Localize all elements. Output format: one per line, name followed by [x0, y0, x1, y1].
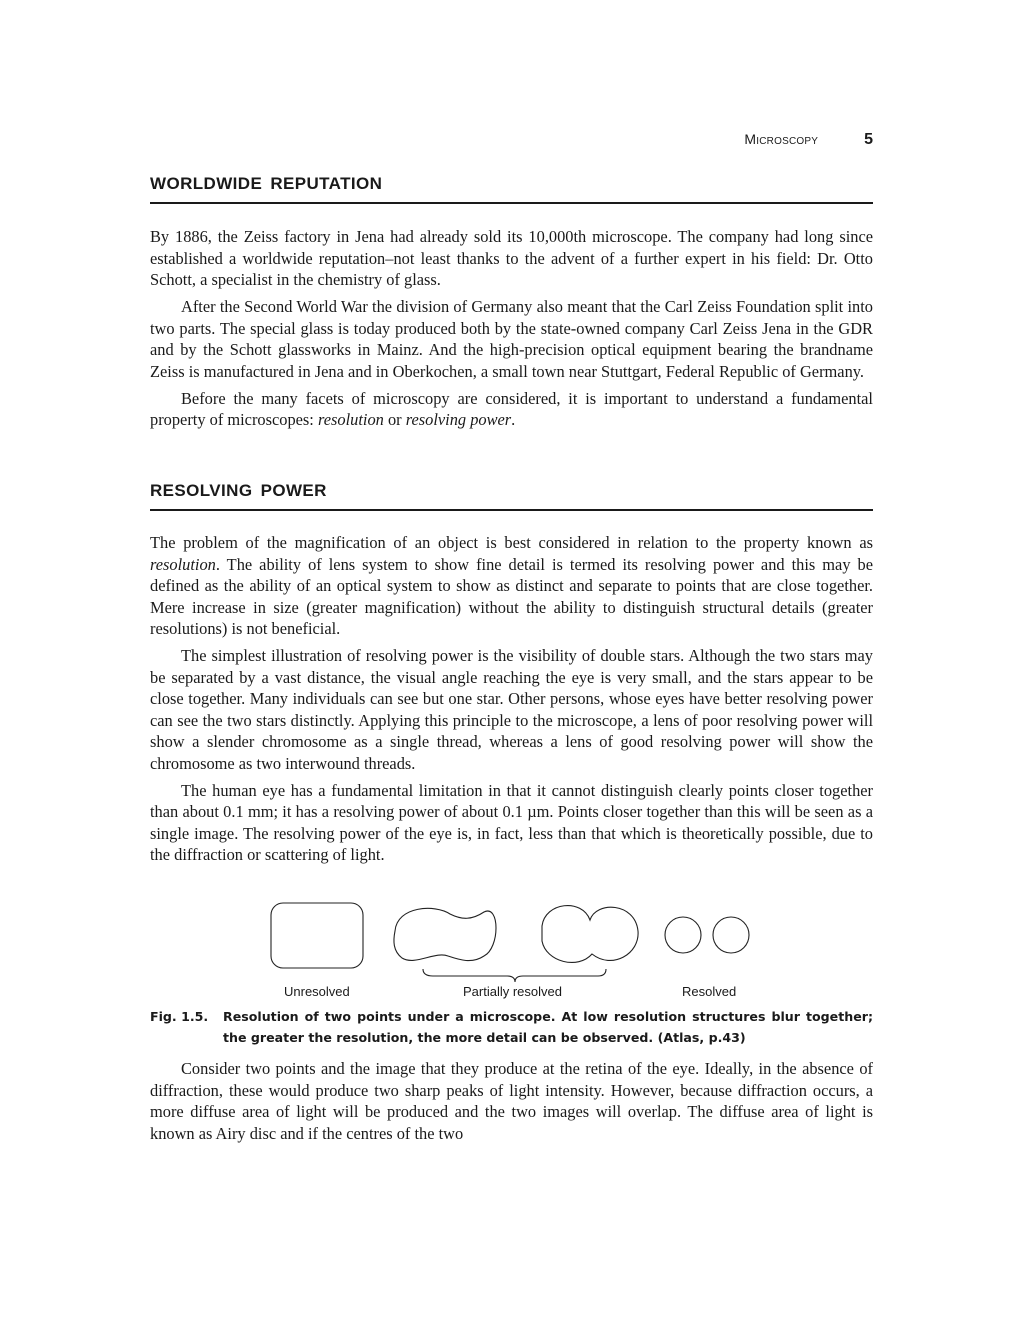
partially-resolved-brace	[423, 969, 606, 982]
figure-caption-number: Fig. 1.5.	[150, 1009, 209, 1024]
partially-resolved-double	[542, 906, 638, 963]
paragraph: Consider two points and the image that they produce at the retina of the eye. Ideally, in the absence of diffraction, these would produce two sharp peaks of light intensity. However, because diffraction occurs, a more diffuse area of light will be produced and the two images will overlap. The diffuse area of light is known as Airy disc and if the centres of the two	[150, 1059, 873, 1143]
paragraph: The human eye has a fundamental limitation in that it cannot distinguish clearly points closer together than about 0.1 mm; it has a resolving power of about 0.1 µm. Points closer together than this will be seen as a single image. The resolving power of the eye is, in fact, less than that which is theoretically possible, due to the diffraction or scattering of light.	[150, 780, 873, 864]
paragraph: The problem of the magnification of an object is best considered in relation to the property known as resolution. The ability of lens system to show fine detail is termed its resolving power and this may be defined as the ability of an optical system to show as distinct and separate to points that are close together. Mere increase in size (greater magnification) without the ability to distinguish structural details (greater resolutions) is not beneficial.	[150, 533, 873, 638]
paragraph: By 1886, the Zeiss factory in Jena had already sold its 10,000th microscope. The company had long since established a worldwide reputation–not least thanks to the advent of a further expert in his field: Dr. Otto Schott, a specialist in the chemistry of glass.	[150, 227, 873, 289]
figure-caption	[150, 1006, 873, 1048]
partially-resolved-peanut	[394, 908, 496, 960]
figure-caption-text: Resolution of two points under a microscope. At low resolution structures blur together; the greater the resolution, the more detail can be observed. (Atlas, p.43)	[223, 1009, 873, 1045]
section-heading-worldwide-reputation: WORLDWIDE REPUTATION	[150, 174, 873, 204]
page-number: 5	[864, 131, 873, 148]
paragraph: After the Second World War the division of Germany also meant that the Carl Zeiss Foundation split into two parts. The special glass is today produced both by the state-owned company Carl Zeiss Jena in the GDR and by the Schott glassworks in Mainz. And the high-precision optical equipment bearing the brandname Zeiss is manufactured in Jena and in Oberkochen, a small town near Stuttgart, Federal Republic of Germany.	[150, 297, 873, 381]
figure-label-unresolved: Unresolved	[284, 984, 350, 999]
section-body-continued	[150, 1058, 873, 1150]
resolved-point-right	[713, 917, 749, 953]
running-head	[744, 131, 873, 149]
section-body-resolving-power	[150, 532, 873, 871]
unresolved-blob	[271, 903, 363, 968]
paragraph: The simplest illustration of resolving power is the visibility of double stars. Although the two stars may be separated by a vast distance, the visual angle reaching the eye is very small, and the stars appear to be close together. Many individuals can see but one star. Other persons, whose eyes have better resolving power can see the two stars distinctly. Applying this principle to the microscope, a lens of poor resolving power will show a slender chromosome as a single thread, whereas a lens of good resolving power will show the chromosome as two interwound threads.	[150, 646, 873, 773]
resolution-diagram-svg	[150, 896, 873, 986]
figure-label-resolved: Resolved	[682, 984, 737, 999]
figure-resolution-diagram	[150, 896, 873, 1006]
italic-term: resolution	[317, 410, 384, 429]
resolved-point-left	[665, 917, 701, 953]
section-body-worldwide-reputation	[150, 226, 873, 436]
section-heading-resolving-power: RESOLVING POWER	[150, 481, 873, 511]
paragraph: Before the many facets of microscopy are considered, it is important to understand a fundamental property of microscopes: resolution or resolving power.	[150, 388, 873, 429]
figure-label-partially-resolved: Partially resolved	[463, 984, 562, 999]
italic-term: resolution	[150, 554, 216, 574]
running-head-title: Microscopy	[744, 131, 819, 147]
italic-term: resolving power	[405, 410, 512, 429]
